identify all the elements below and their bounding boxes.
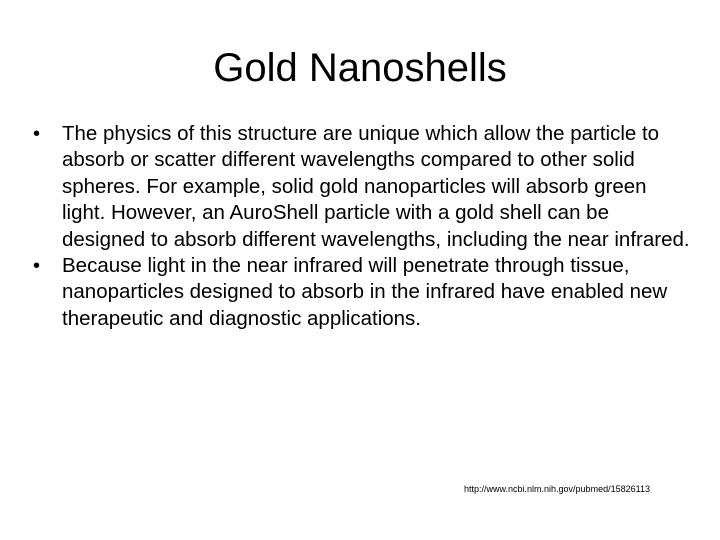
bullet-marker: • <box>33 123 41 145</box>
source-link[interactable]: http://www.ncbi.nlm.nih.gov/pubmed/15826113 <box>464 484 650 494</box>
bullet-item <box>30 253 690 332</box>
bullet-item <box>30 121 690 253</box>
bullet-text: The physics of this structure are unique which allow the particle to absorb or scatter different wavelengths compared to other solid spheres. For example, solid gold nanoparticles will absorb green light. However, an AuroShell particle with a gold shell can be designed to absorb different wavelengths, including the near infrared. <box>62 122 690 251</box>
bullet-text: Because light in the near infrared will penetrate through tissue, nanoparticles designed to absorb in the infrared have enabled new therapeutic and diagnostic applications. <box>62 254 668 330</box>
slide-title: Gold Nanoshells <box>213 46 507 90</box>
bullet-marker: • <box>33 255 41 278</box>
bullet-list <box>30 121 690 332</box>
